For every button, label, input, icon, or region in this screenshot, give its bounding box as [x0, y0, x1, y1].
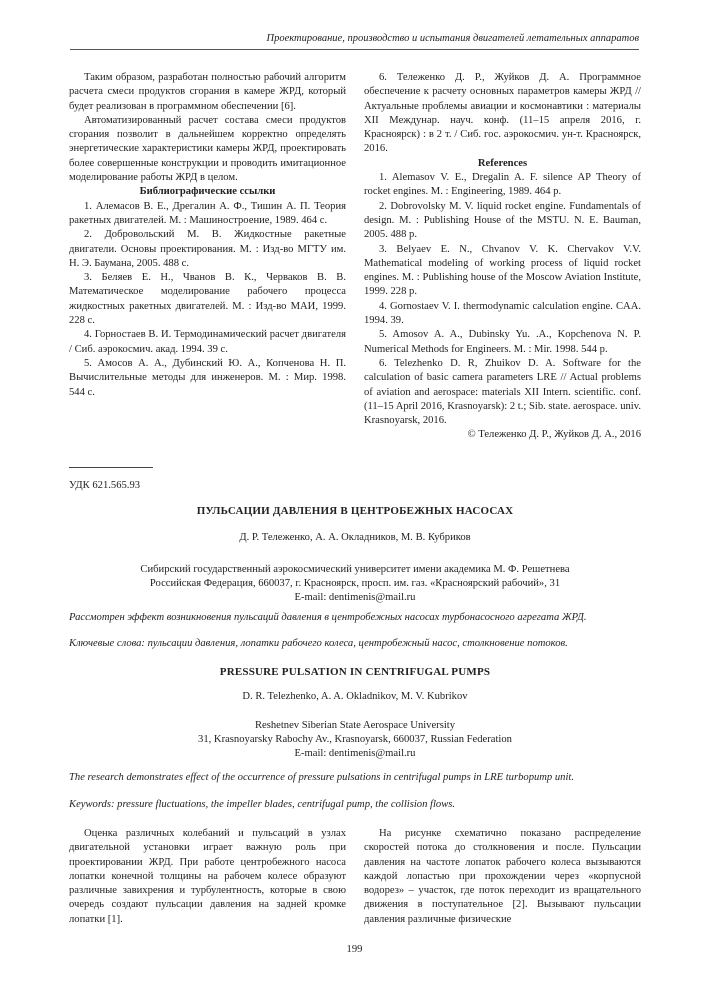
- reference-item: 5. Amosov A. A., Dubinsky Yu. .A., Kopchenova N. P. Numerical Methods for Engineers. M. : Mir. 1998. 544 p.: [364, 329, 641, 355]
- refs-heading-en: References: [477, 157, 528, 169]
- reference-item: 3. Belyaev E. N., Chvanov V. K. Chervakov V.V. Mathematical modeling of working process of liquid rocket engines. M. : Publishing house of the Moscow Aviation Institute, 1999. 228 p.: [364, 243, 641, 298]
- reference-item: 5. Амосов А. А., Дубинский Ю. А., Копченова Н. П. Вычислительные методы для инженеров. М. : Мир. 1998. 544 с.: [69, 357, 346, 398]
- reference-item: 6. Тележенко Д. Р., Жуйков Д. А. Программное обеспечение к расчету основных параметров камеры ЖРД // Актуальные проблемы авиации и космонавтики : материалы XII Междунар. науч. конф. (11–15 апреля 2016, г. Красноярск) : в 2 т. / Сиб. гос. аэрокосмич. ун-т. Красноярск, 2016.: [364, 72, 641, 155]
- reference-item: 2. Добровольский М. В. Жидкостные ракетные двигатели. Основы проектирования. М. : Изд-во МГТУ им. Н. Э. Баумана, 2005. 488 с.: [69, 229, 346, 269]
- reference-item: 4. Горностаев В. И. Термодинамический расчет двигателя / Сиб. аэрокосмич. акад. 1994. 39 с.: [69, 329, 346, 355]
- running-head: Проектирование, производство и испытания двигателей летательных аппаратов: [70, 33, 639, 50]
- email-ru: E-mail: dentimenis@mail.ru: [294, 592, 416, 603]
- refs-heading-ru: Библиографические ссылки: [139, 186, 276, 198]
- affiliation-ru: Сибирский государственный аэрокосмический университет имени академика М. Ф. Решетнева: [140, 564, 570, 575]
- paragraph: Таким образом, разработан полностью рабочий алгоритм расчета смеси продуктов сгорания в камере ЖРД, который будет реализован в программном обеспечении [6].: [69, 72, 346, 112]
- abstract-en: The research demonstrates effect of the occurrence of pressure pulsations in centrifugal pumps in LRE turbopump unit.: [69, 772, 575, 783]
- udc-code: УДК 621.565.93: [69, 480, 141, 491]
- article-title-ru: ПУЛЬСАЦИИ ДАВЛЕНИЯ В ЦЕНТРОБЕЖНЫХ НАСОСАХ: [196, 505, 514, 517]
- paragraph: Оценка различных колебаний и пульсаций в узлах двигательной установки играет важную роль при проектировании ЖРД. При работе центробежного насоса лопатки конечной толщины на рабочем колесе образуют различные завихрения и турбулентность, которые в свою очередь создают пульсации давления на задней кромке лопатки [1].: [69, 828, 346, 925]
- right-top-column: [364, 71, 641, 443]
- left-top-column: [69, 71, 346, 400]
- body-right-column: [364, 827, 641, 927]
- article-title-en: PRESSURE PULSATION IN CENTRIFUGAL PUMPS: [219, 666, 491, 678]
- reference-item: 2. Dobrovolsky M. V. liquid rocket engine. Fundamentals of design. M. : Publishing House of the MSTU. N. E. Bauman, 2005. 488 p.: [364, 200, 641, 241]
- email-en: E-mail: dentimenis@mail.ru: [294, 748, 416, 759]
- reference-item: 3. Беляев Е. Н., Чванов В. К., Черваков В. В. Математическое моделирование рабочего процесса жидкостных ракетных двигателей. М. : Изд-во МАИ, 1999. 228 с.: [69, 272, 346, 327]
- reference-item: 4. Gornostaev V. I. thermodynamic calculation engine. CAA. 1994. 39.: [364, 300, 641, 327]
- copyright: © Тележенко Д. Р., Жуйков Д. А., 2016: [467, 429, 641, 441]
- keywords-en: Keywords: pressure fluctuations, the impeller blades, centrifugal pump, the collision flows.: [69, 799, 456, 810]
- address-ru: Российская Федерация, 660037, г. Красноярск, просп. им. газ. «Красноярский рабочий», 31: [149, 578, 561, 589]
- authors-en: D. R. Telezhenko, A. A. Okladnikov, M. V. Kubrikov: [242, 691, 468, 702]
- affiliation-en: Reshetnev Siberian State Aerospace University: [254, 720, 456, 731]
- body-left-column: [69, 827, 346, 927]
- paragraph: Автоматизированный расчет состава смеси продуктов сгорания позволит в дальнейшем корректно определять энергетические характеристики камеры ЖРД, проектировать более совершенные конструкции и проводить имитационное моделирование работы ЖРД в целом.: [69, 114, 346, 184]
- authors-ru: Д. Р. Тележенко, А. А. Окладников, М. В. Кубриков: [239, 532, 471, 543]
- reference-item: 1. Алемасов В. Е., Дрегалин А. Ф., Тишин А. П. Теория ракетных двигателей. М. : Машиностроение, 1989. 464 с.: [69, 200, 346, 226]
- keywords-ru: Ключевые слова: пульсации давления, лопатки рабочего колеса, центробежный насос, столкновение потоков.: [69, 638, 568, 649]
- page-number: 199: [346, 944, 363, 955]
- divider: [69, 467, 153, 468]
- abstract-ru: Рассмотрен эффект возникновения пульсаций давления в центробежных насосах турбонасосного агрегата ЖРД.: [69, 612, 587, 623]
- address-en: 31, Krasnoyarsky Rabochy Av., Krasnoyarsk, 660037, Russian Federation: [198, 734, 512, 745]
- paragraph: На рисунке схематично показано распределение скоростей потока до столкновения и после. Пульсации давления на частоте лопаток рабочего колеса вызываются каждой лопастью при прохождении через «корпусной водорез» – участок, где поток переходит из вращательного движения в поступательное [2]. Вызывают пульсации давления различные физические: [364, 828, 641, 925]
- reference-item: 6. Telezhenko D. R, Zhuikov D. A. Software for the calculation of basic camera parameters LRE // Actual problems of aviation and aerospace: materials XII Intern. scientific. conf. (11–15 April 2016, Krasnoyarsk): 2 t.; Sib. state. aerospace. univ. Krasnoyarsk, 2016.: [364, 357, 641, 427]
- reference-item: 1. Alemasov V. E., Dregalin A. F. silence AP Theory of rocket engines. M. : Engineering, 1989. 464 p.: [364, 172, 641, 198]
